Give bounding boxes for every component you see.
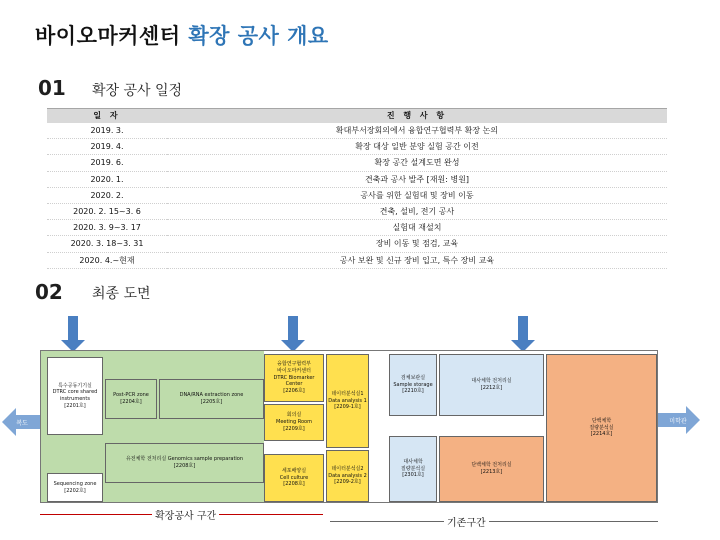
schedule-date: 2020. 1.	[90, 174, 124, 184]
schedule-row	[47, 203, 667, 219]
room-data-analysis-2[interactable]: 데이터분석실2 Data analysis 2 [2209-2호]	[326, 450, 369, 502]
schedule-desc: 실험대 재설치	[392, 223, 442, 233]
schedule-date: 2019. 4.	[90, 142, 124, 152]
schedule-desc: 견축, 설비, 전기 공사	[379, 207, 455, 217]
schedule-desc: 확대부서장회의에서 융합연구협력부 확장 논의	[335, 125, 499, 135]
schedule-table	[47, 108, 667, 269]
schedule-desc: 확장 공간 설계도면 완성	[374, 158, 460, 168]
right-exit-label: 미학관	[669, 417, 687, 425]
schedule-date: 2019. 6.	[90, 158, 124, 168]
schedule-header-progress: 진 행 사 항	[167, 109, 667, 123]
page-title-main: 바이오마커센터	[35, 24, 181, 48]
room-cell-culture[interactable]: 세포배양실 Cell culture [2208호]	[264, 454, 324, 502]
schedule-row	[47, 123, 667, 139]
room-metabolomics-prep[interactable]: 대사체학 전처리실 [2212호]	[439, 354, 544, 416]
room-data-analysis-1[interactable]: 데이터분석실1 Data analysis 1 [2209-1호]	[326, 354, 369, 448]
schedule-row	[47, 236, 667, 252]
room-proteomics-prep[interactable]: 단백체학 전처리실 [2213호]	[439, 436, 544, 502]
schedule-row	[47, 171, 667, 187]
section2-number: 02	[35, 280, 63, 304]
schedule-date: 2020. 4.~현재	[79, 255, 135, 265]
room-core-instruments[interactable]: 특수공동기기실 DTRC core shared instruments [2201호]	[47, 357, 103, 435]
entrance-arrow-icon	[61, 316, 85, 352]
page-title	[35, 20, 329, 50]
entrance-arrow-icon	[511, 316, 535, 352]
room-meeting[interactable]: 회의실 Meeting Room [2209호]	[264, 404, 324, 441]
room-biomarker-center[interactable]: 융합연구협력부 바이오마커센터 DTRC Biomarker Center [2206호]	[264, 354, 324, 402]
room-post-pcr[interactable]: Post-PCR zone [2204호]	[105, 379, 157, 419]
room-sequencing[interactable]: Sequencing zone [2202호]	[47, 473, 103, 502]
room-mass-spec[interactable]: 단백체학 질량분석실 [2214호]	[546, 354, 657, 502]
schedule-date: 2020. 2.	[90, 190, 124, 200]
section1-number: 01	[38, 76, 66, 100]
schedule-date: 2019. 3.	[90, 125, 124, 135]
room-metabolomics-ms[interactable]: 대사체학 질량분석실 [2301호]	[389, 436, 437, 502]
schedule-header-row	[47, 109, 667, 123]
schedule-desc: 장비 이동 및 점검, 교육	[375, 239, 459, 249]
schedule-date: 2020. 2. 15~3. 6	[73, 207, 141, 217]
floor-plan	[40, 350, 658, 503]
left-exit-arrow-icon	[2, 408, 42, 436]
schedule-row	[47, 252, 667, 268]
room-genomics-prep[interactable]: 유전체학 전처리실 Genomics sample preparation [2208호]	[105, 443, 264, 483]
section1-title: 확장 공사 일정	[92, 83, 183, 99]
schedule-row	[47, 139, 667, 155]
schedule-body	[47, 123, 667, 269]
entrance-arrow-icon	[281, 316, 305, 352]
room-dna-rna-extraction[interactable]: DNA/RNA extraction zone [2205호]	[159, 379, 264, 419]
schedule-desc: 견축과 공사 발주 [재원: 병원]	[364, 174, 470, 184]
schedule-desc: 공사 보완 및 신규 장비 입고, 특수 장비 교육	[339, 255, 495, 265]
left-exit-label: 복도	[16, 419, 28, 427]
right-exit-arrow-icon	[656, 406, 700, 434]
schedule-date: 2020. 3. 9~3. 17	[73, 223, 141, 233]
schedule-row	[47, 155, 667, 171]
schedule-desc: 공사를 위한 실험대 및 장비 이동	[360, 190, 474, 200]
existing-dimension-line	[330, 521, 658, 522]
room-sample-storage[interactable]: 검체보관실 Sample storage [2210호]	[389, 354, 437, 416]
schedule-header-date: 일 자	[47, 109, 167, 123]
existing-zone-label: 기존구간	[444, 514, 489, 529]
schedule-row	[47, 187, 667, 203]
schedule-desc: 확장 대상 일반 분양 실험 공간 이전	[355, 142, 479, 152]
expansion-zone-label: 확장공사 구간	[152, 507, 219, 522]
schedule-date: 2020. 3. 18~3. 31	[70, 239, 144, 249]
section2-title: 최종 도면	[92, 286, 151, 302]
schedule-row	[47, 220, 667, 236]
page-title-highlight: 확장 공사 개요	[188, 24, 329, 48]
